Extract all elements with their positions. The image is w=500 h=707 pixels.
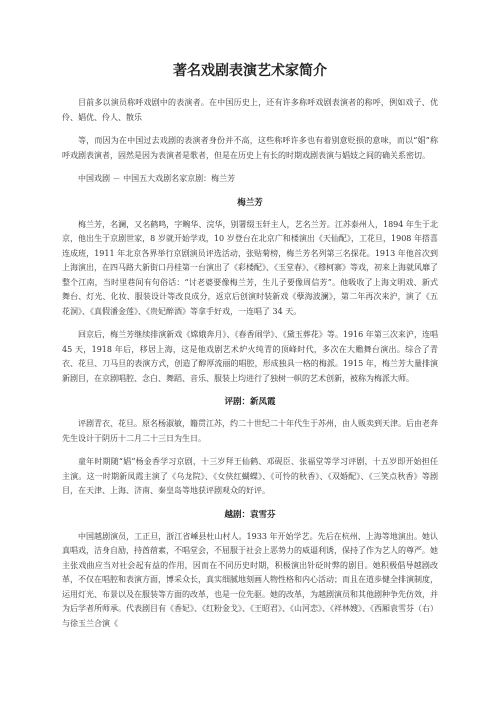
xin-fengxia-paragraph-2: 童年时期随“娼”杨金香学习京剧，十三岁拜王仙鹤、邓砚臣、张福堂等学习评剧，十五岁即开始担任主演。这一时期新凤霞主演了《乌龙院》、《女侠红蝴蝶》、《可怜的秋香》、《双婚配》、《三笑点秋香》等剧目，在天津、上海、济南、秦皇岛等地获评剧观众的好评。 bbox=[62, 457, 438, 495]
intro-paragraph-2: 等，而因为在中国过去戏剧的表演者身份并不高，这些称呼许多也有着别意贬损的意味，而以“娼”称呼戏剧表演者，固然是因为表演者是歌者，但是在历史上有长的时期戏剧表演与娼妓之间的确关系密切。 bbox=[62, 136, 438, 160]
mei-lanfang-paragraph-2: 回京后，梅兰芳继续排演新戏《嫦娥奔月》、《春香闹学》、《黛玉葬花》等。1916 年第三次来沪，连唱 45 天，1918 年后，移居上海，这是他戏剧艺术炉火纯青的顶峰时代，多次在大赡舞台演出。综合了青衣、花旦、刀马旦的表演方式，创造了醇厚流丽的唱腔，形成独具一格的梅派。1915 年，梅兰芳大量排演新剧目，在京剧唱腔、念白、舞蹈、音乐、服装上均进行了独树一帜的艺术创新，被称为梅派大师。 bbox=[62, 330, 438, 383]
section-title-mei-lanfang: 梅兰芳 bbox=[237, 197, 263, 208]
yuan-xuefen-paragraph-1: 中国越剧演员，工正旦，浙江省嵊县杜山村人。1933 年开始学艺。先后在杭州、上海等地演出。她认真唱戏，洁身自励，持酋蓿素，不唱堂会，不屈服于社会上恶势力的威逼利诱，保持了作为艺人的尊严。她主张戏曲应当对社会起有益的作用，因而在不同历史时期，积极演出针砭时弊的剧目。她积极倡导越剧改革，不仅在唱腔和表演方面，博采众长，真实细腻地刻画人物性格和内心活动；而且在道歩健全排演制度，运用灯光、布景以及在服装等方面的改革，也是一位先驱。她的改革，为越剧演员和其他剧种争先仿效，并为后学者所师承。代表剧目有《香妃》、《红粉金戈》、《王昭君》、《山河恋》、《祥林嫂》、《西厢袁雪芬（右）与徐玉兰合演《 bbox=[62, 531, 438, 628]
mei-lanfang-paragraph-1: 梅兰芳，名澜，又名鹤鸣，字畹华、浣华，别署缀玉轩主人，艺名兰芳。江苏泰州人，1894 年生于北京，他出生于京剧世家，8 岁就开始学戏，10 岁登台在北京广和楼演出《天仙配》，工花旦，1908 年搭喜连成班，1911 年北京各界举行京剧演员评选活动，张贴菊榜，梅兰芳名列第三名探花。1913 年他首次到上海演出，在四马路大新街口丹桂第一台演出了《彩楼配》、《玉堂春》、《穆柯寨》等戏，初来上海就风靡了整个江南，当时里巷间有句俗话：“讨老婆要像梅兰芳，生儿子要像周信芳”。他吸收了上海文明戏、新式舞台、灯光、化妆、服装设计等改良成分，返京后创演时装新戏《孽海波澜》，第二年再次来沪，演了《五花洞》、《真假潘金莲》、《贵妃醉酒》等拿手好戏，一连唱了 34 天。 bbox=[62, 219, 438, 316]
section-title-xin-fengxia: 评剧：新凤霞 bbox=[224, 397, 276, 407]
document-title: 著名戏剧表演艺术家简介 bbox=[173, 63, 327, 79]
intro-subtitle-line: 中国戏剧 － 中国五大戏剧名家京剧：梅兰芳 bbox=[78, 174, 236, 183]
intro-paragraph-1: 目前多以演员称呼戏剧中的表演者。在中国历史上，还有许多称呼戏剧表演者的称呼，例如戏子、优伶、娼优、伶人、散乐 bbox=[62, 98, 438, 122]
xin-fengxia-paragraph-1: 评剧青衣、花旦。原名杨淑敏，籍贯江苏，约二十世纪二十年代生于苏州，由人贩卖到天津。后由老奔先生设计于阴历十二月二十三日为生日。 bbox=[62, 419, 438, 443]
section-title-yuan-xuefen: 越剧：袁雪芬 bbox=[224, 509, 276, 520]
